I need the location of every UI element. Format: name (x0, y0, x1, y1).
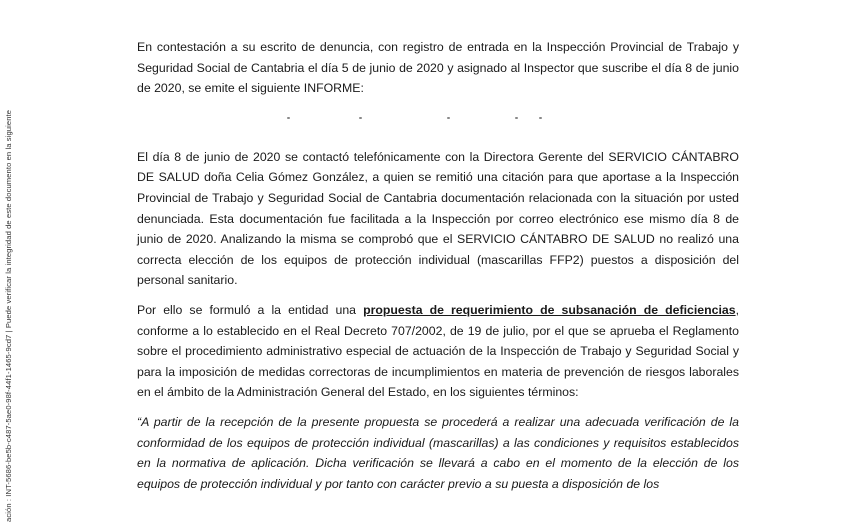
requirement-proposal-underlined: propuesta de requerimiento de subsanación de deficiencias (363, 302, 736, 317)
faint-separator-marks (137, 109, 739, 133)
paragraph-facts: El día 8 de junio de 2020 se contactó telefónicamente con la Directora Gerente del SERVICIO CÁNTABRO DE SALUD doña Celia Gómez González, a quien se remitió una citación para que aportase a la Inspección Provincial de Trabajo y Seguridad Social de Cantabria documentación relacionada con la situación por usted denunciada. Esta documentación fue facilitada a la Inspección por correo electrónico ese mismo día 8 de junio de 2020. Analizando la misma se comprobó que el SERVICIO CÁNTABRO DE SALUD no realizó una correcta elección de los equipos de protección individual (mascarillas FFP2) puestos a disposición del personal sanitario. (137, 149, 739, 288)
document-body (137, 37, 739, 494)
paragraph-intro: En contestación a su escrito de denuncia, con registro de entrada en la Inspección Provincial de Trabajo y Seguridad Social de Cantabria el día 5 de junio de 2020 y asignado al Inspector que suscribe el día 8 de junio de 2020, se emite el siguiente INFORME: (137, 40, 739, 96)
requirement-text-end: , conforme a lo establecido en el Real Decreto 707/2002, de 19 de julio, por el que se aprueba el Reglamento sobre el procedimiento administrativo especial de actuación de la Inspección de Trabajo y Seguridad Social y para la imposición de medidas correctoras de incumplimientos en materia de prevención de riesgos laborales en el ámbito de la Administración General del Estado, en los siguientes términos: (137, 302, 739, 400)
paragraph-requirement (137, 300, 739, 403)
requirement-text-start: Por ello se formuló a la entidad una (137, 302, 364, 317)
verification-code-text: ación : INT-5686-be5b-c487-5ae0-98f-44f1-1465-9cd7 | Puede verificar la integridad de este documento en la siguiente (4, 109, 13, 522)
document-verification-sidebar (0, 0, 18, 522)
paragraph-quoted-terms: “A partir de la recepción de la presente propuesta se procederá a realizar una adecuada verificación de la conformidad de los equipos de protección individual (mascarillas) a las condiciones y requisitos establecidos en la normativa de aplicación. Dicha verificación se llevará a cabo en el momento de la elección de los equipos de protección individual y por tanto con carácter previo a su puesta a disposición de los (137, 414, 739, 491)
